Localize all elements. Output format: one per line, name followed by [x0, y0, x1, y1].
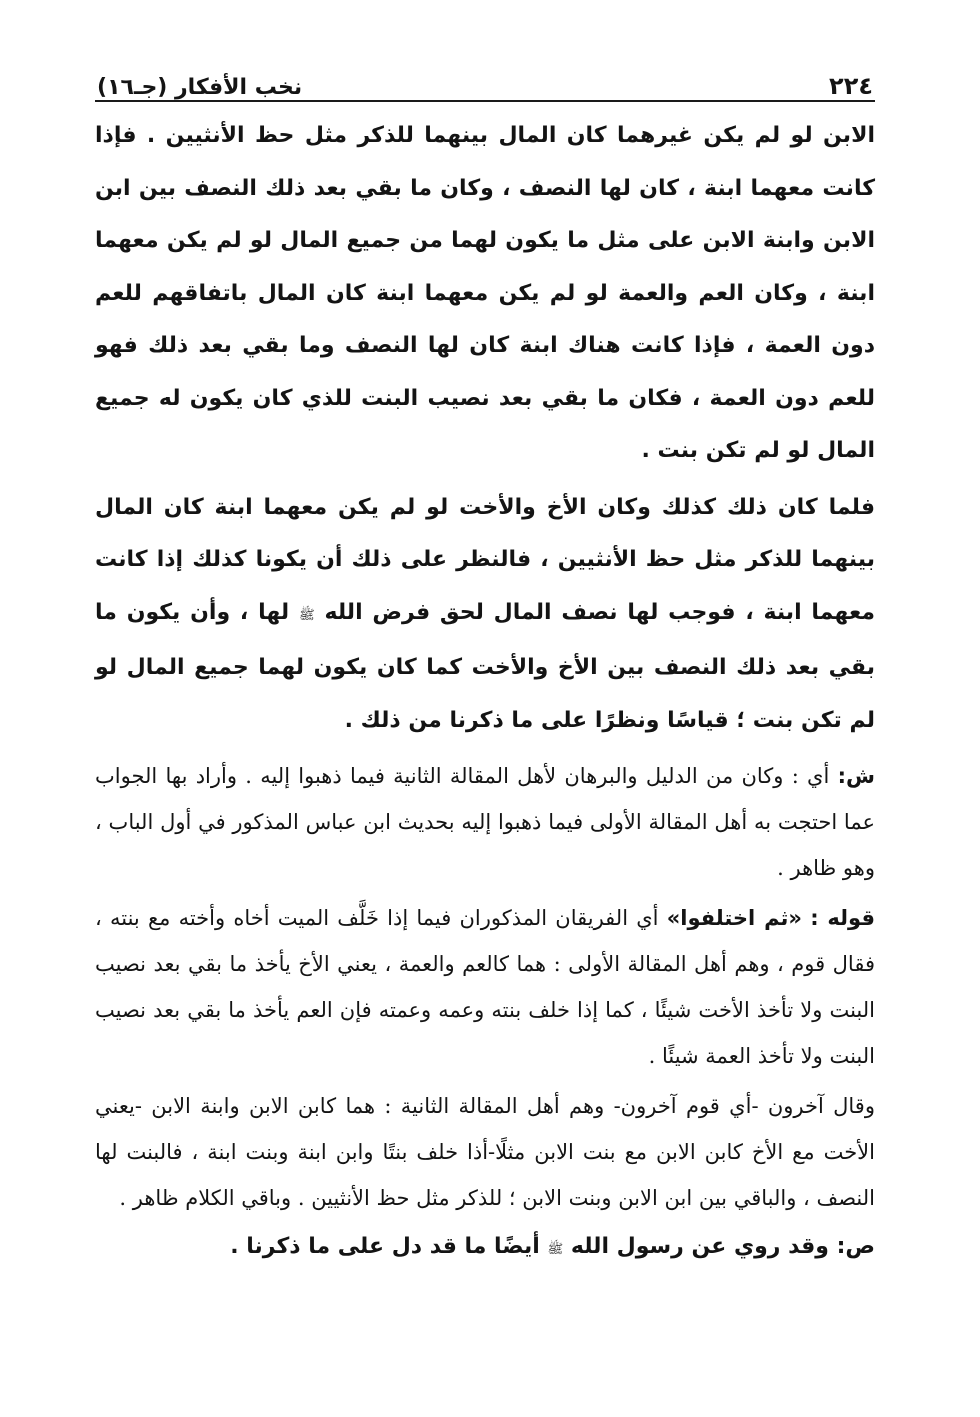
book-page [95, 62, 875, 1274]
sad-marker: ص: [836, 1234, 875, 1259]
page-header [95, 62, 875, 102]
sad-paragraph [95, 1223, 875, 1274]
matn-paragraph [95, 482, 875, 748]
sharh-paragraph: وقال آخرون -أي قوم آخرون- وهم أهل المقالة الثانية : هما كابن الابن وابنة الابن -يعني الأخت مع الأخ كابن الابن مع بنت الابن مثلًا-أذا خلف بنتًا وابن ابنة وبنت ابنة ، فالبنت لها النصف ، والباقي بين ابن الابن وبنت الابن ؛ للذكر مثل حظ الأنثيين . وباقي الكلام ظاهر . [95, 1094, 875, 1210]
honorific-symbol: ﷺ [298, 607, 315, 623]
sharh-marker: ش: [837, 764, 875, 788]
matn-paragraph: الابن لو لم يكن غيرهما كان المال بينهما للذكر مثل حظ الأنثيين . فإذا كانت معهما ابنة ، كان لها النصف ، وكان ما بقي بعد ذلك النصف بين ابن الابن وابنة الابن على مثل ما يكون لهما من جميع المال لو لم يكن معهما ابنة ، وكان العم والعمة لو لم يكن معهما ابنة كان المال باتفاقهم للعم دون العمة ، فإذا كانت هناك ابنة كان لها النصف وما بقي بعد ذلك فهو للعم دون العمة ، فكان ما بقي بعد نصيب البنت للذي كان يكون له جميع المال لو لم تكن بنت . [95, 123, 875, 463]
matn-text: فلما كان ذلك كذلك وكان الأخ والأخت لو لم يكن معهما ابنة كان المال بينهما للذكر مثل حظ الأنثيين ، فالنظر على ذلك أن يكونا كذلك إذا كانت معهما ابنة ، فوجب لها نصف المال لحق فرض الله [95, 494, 875, 625]
sad-text: وقد روي عن رسول الله [570, 1234, 829, 1259]
page-body [95, 110, 875, 1274]
sharh-text: أي : وكان من الدليل والبرهان لأهل المقالة الثانية فيما ذهبوا إليه . وأراد بها الجواب عما احتجت به أهل المقالة الأولى فيما ذهبوا إليه بحديث ابن عباس المذكور في أول الباب ، وهو ظاهر . [95, 764, 875, 880]
book-title: نخب الأفكار (جـ١٦) [97, 75, 303, 100]
sad-text: أيضًا ما قد دل على ما ذكرنا . [230, 1234, 540, 1259]
matn-text: لها ، وأن يكون ما بقي بعد ذلك النصف بين الأخ والأخت كما كان يكون لهما جميع المال لو لم تكن بنت ؛ قياسًا ونظرًا على ما ذكرنا من ذلك . [95, 599, 875, 733]
sharh-paragraph [95, 753, 875, 891]
quoted-phrase: «ثم اختلفوا» [666, 906, 802, 930]
page-number: ٢٢٤ [829, 72, 873, 100]
sharh-text: أي الفريقان المذكوران فيما إذا خَلَّف الميت أخاه وأخته مع بنته ، فقال قوم ، وهم أهل المقالة الأولى : هما كالعم والعمة ، يعني الأخ يأخذ ما بقي بعد نصيب البنت ولا تأخذ الأخت شيئًا ، كما إذا خلف بنته وعمه وعمته فإن العم يأخذ ما بقي بعد نصيب البنت ولا تأخذ العمة شيئًا . [95, 906, 875, 1068]
honorific-symbol: ﷺ [547, 1242, 564, 1257]
qawluhu-marker: قوله : [810, 906, 875, 930]
sharh-paragraph [95, 895, 875, 1079]
